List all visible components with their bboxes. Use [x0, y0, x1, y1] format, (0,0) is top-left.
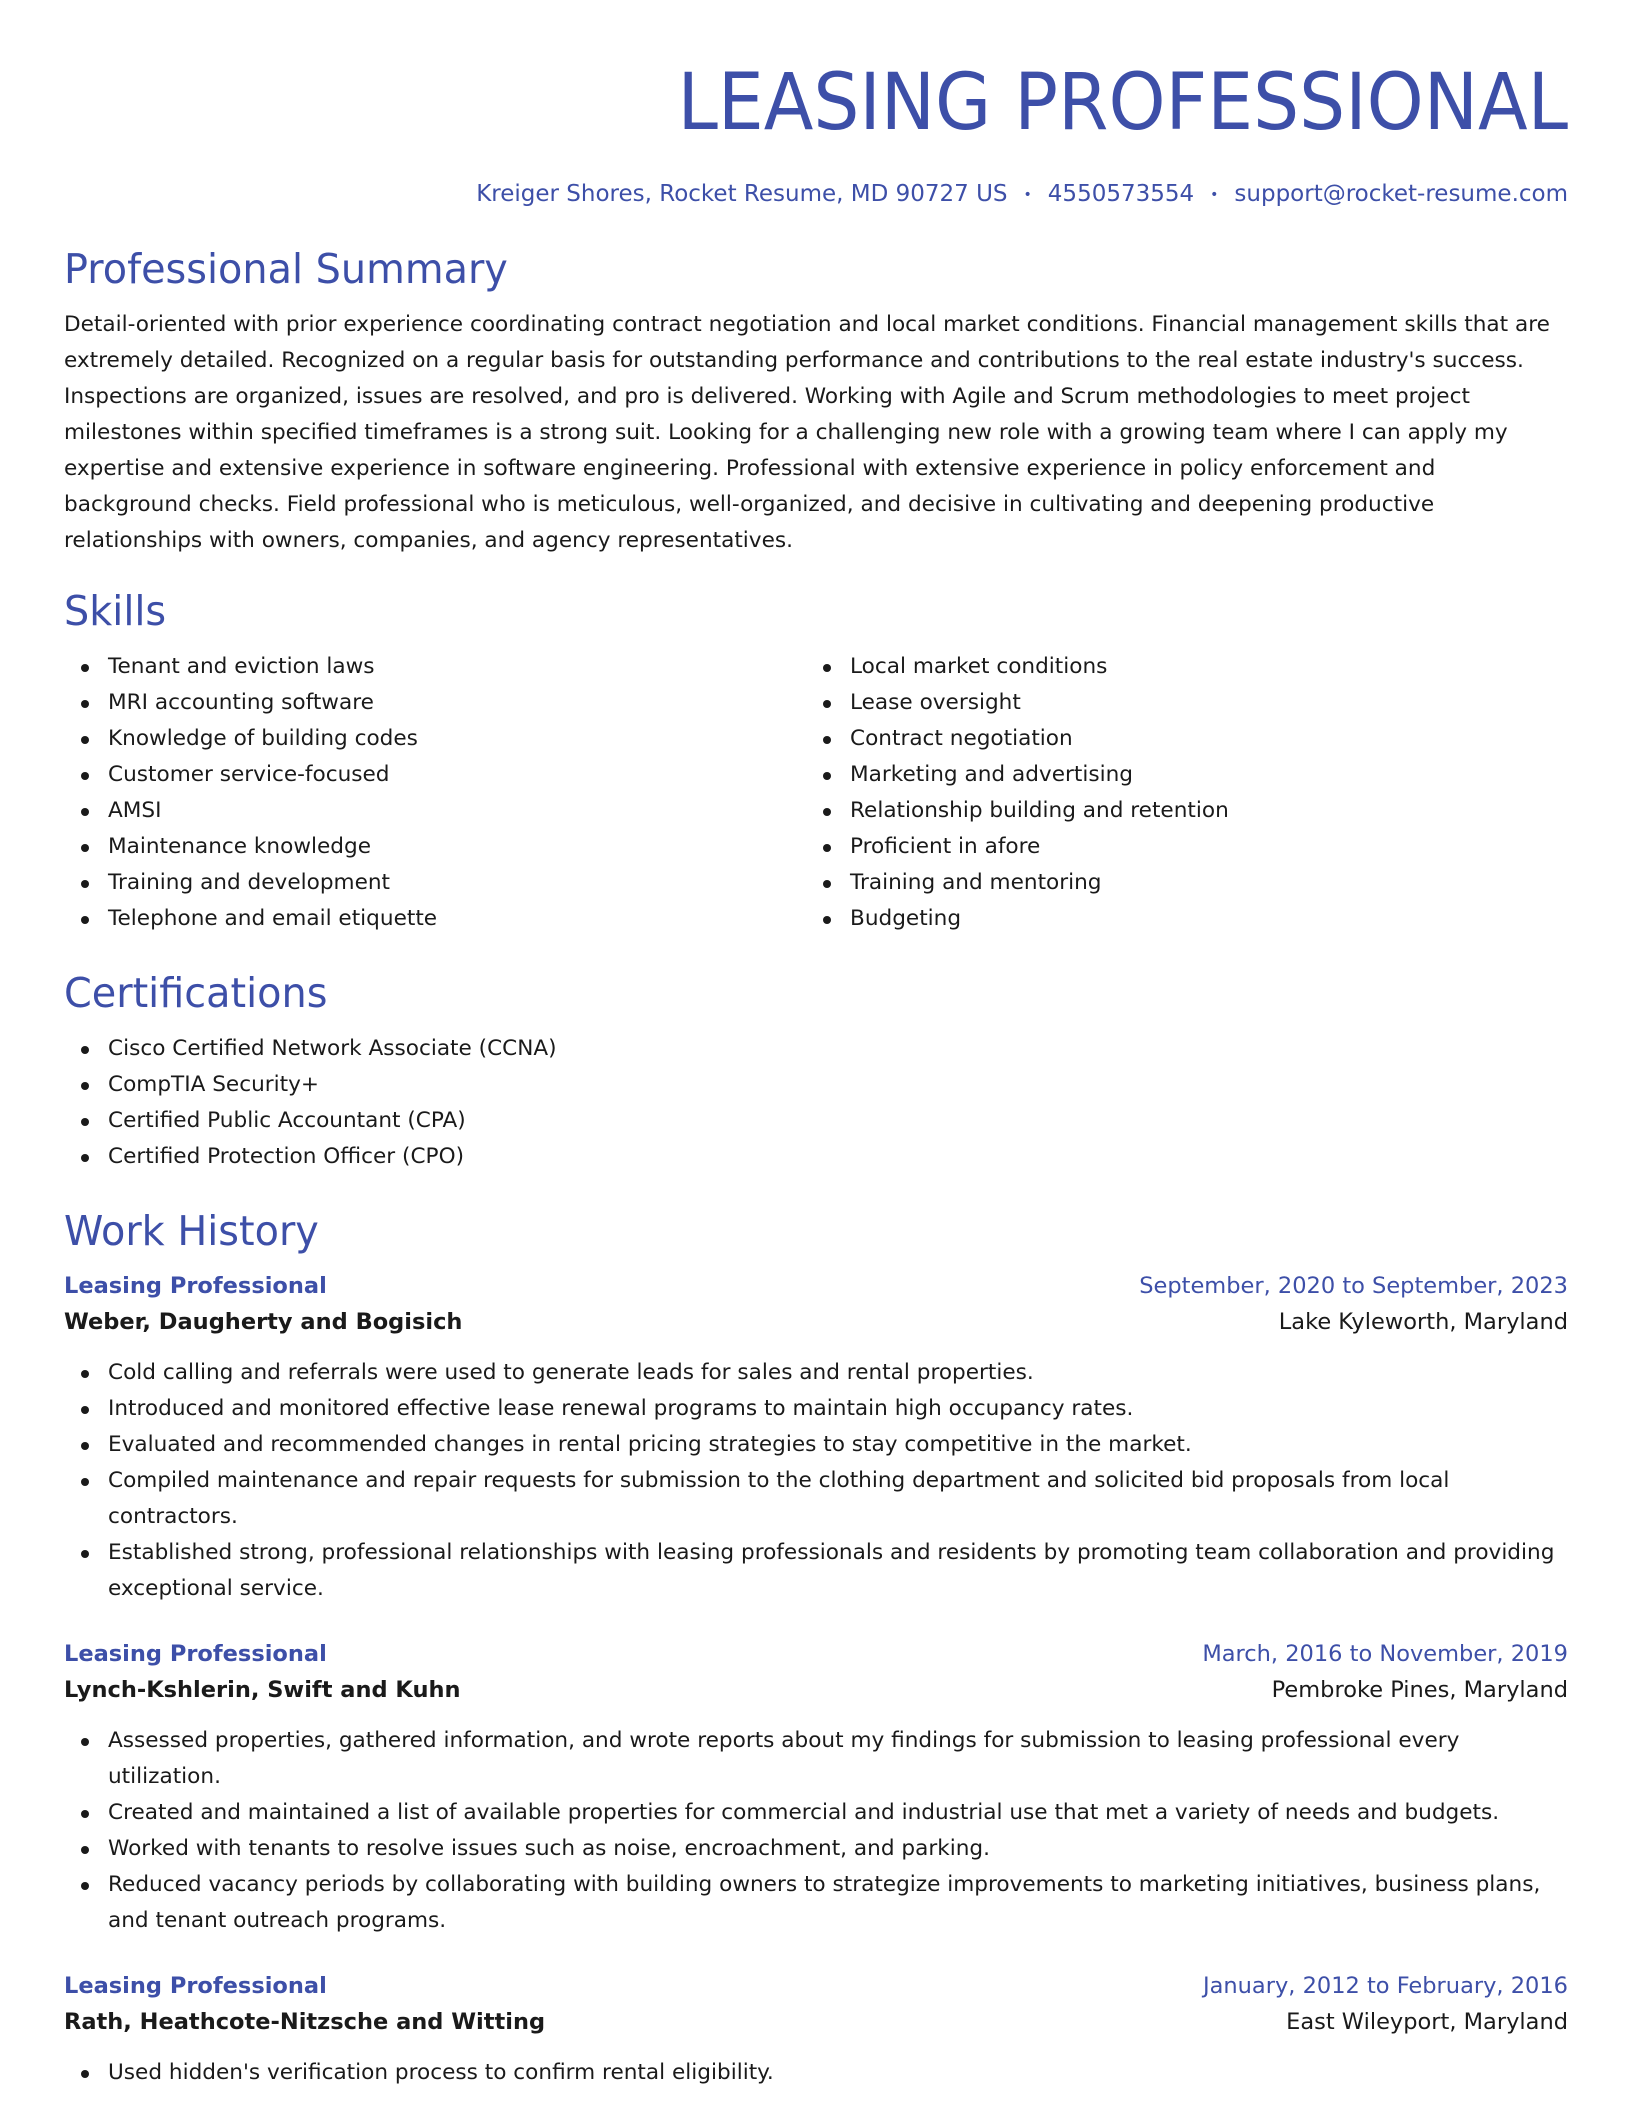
job-company-row: [64, 2003, 1568, 2041]
certification-item: Certified Protection Officer (CPO): [64, 1139, 1568, 1175]
job-title-row: [64, 1269, 1568, 1303]
job-location: East Wileyport, Maryland: [1286, 2008, 1568, 2035]
job-bullet: Worked with tenants to resolve issues such as noise, encroachment, and parking.: [64, 1831, 1568, 1867]
job-entry: [64, 1269, 1568, 1607]
job-bullet: Created and maintained a list of available properties for commercial and industrial use that met a variety of needs and budgets.: [64, 1795, 1568, 1831]
job-bullet: Introduced and monitored effective lease renewal programs to maintain high occupancy rates.: [64, 1391, 1568, 1427]
job-location: Pembroke Pines, Maryland: [1271, 1676, 1568, 1703]
skill-item: Training and development: [64, 865, 806, 901]
skill-item: Customer service-focused: [64, 757, 806, 793]
job-title-row: [64, 1969, 1568, 2003]
section-title-work-history: Work History: [64, 1206, 319, 1255]
skill-item: Training and mentoring: [806, 865, 1548, 901]
skills-list-right: [806, 649, 1548, 937]
job-bullet: Evaluated and recommended changes in rental pricing strategies to stay competitive in the market.: [64, 1427, 1568, 1463]
skill-item: Lease oversight: [806, 685, 1548, 721]
job-dates: March, 2016 to November, 2019: [1202, 1640, 1568, 1667]
section-title-summary: Professional Summary: [64, 244, 508, 293]
job-title: Leasing Professional: [64, 1272, 327, 1299]
contact-email[interactable]: support@rocket-resume.com: [1234, 181, 1568, 207]
certification-item: CompTIA Security+: [64, 1067, 1568, 1103]
certification-item: Certified Public Accountant (CPA): [64, 1103, 1568, 1139]
job-bullets: [64, 1355, 1568, 1607]
skill-item: Contract negotiation: [806, 721, 1548, 757]
job-company: Rath, Heathcote-Nitzsche and Witting: [64, 2008, 546, 2035]
job-bullet: Established strong, professional relationships with leasing professionals and residents by promoting team collaboration and providing exceptional service.: [64, 1535, 1568, 1607]
job-location: Lake Kyleworth, Maryland: [1278, 1308, 1568, 1335]
job-company-row: [64, 1303, 1568, 1341]
summary-text: Detail-oriented with prior experience coordinating contract negotiation and local market conditions. Financial management skills that are extremely detailed. Recognized on a regular basis for outstanding performance and contributions to the real estate industry's success. Inspections are organized, issues are resolved, and pro is delivered. Working with Agile and Scrum methodologies to meet project milestones within specified timeframes is a strong suit. Looking for a challenging new role with a growing team where I can apply my expertise and extensive experience in software engineering. Professional with extensive experience in policy enforcement and background checks. Field professional who is meticulous, well-organized, and decisive in cultivating and deepening productive relationships with owners, companies, and agency representatives.: [64, 311, 1550, 553]
contact-line: [64, 178, 1568, 211]
skills-grid: [64, 649, 1568, 937]
job-title-row: [64, 1637, 1568, 1671]
skill-item: MRI accounting software: [64, 685, 806, 721]
skill-item: Marketing and advertising: [806, 757, 1548, 793]
skill-item: Proficient in afore: [806, 829, 1548, 865]
job-title: Leasing Professional: [64, 1972, 327, 1999]
skill-item: AMSI: [64, 793, 806, 829]
skill-item: Relationship building and retention: [806, 793, 1548, 829]
job-bullet: Used hidden's verification process to confirm rental eligibility.: [64, 2055, 1568, 2091]
job-bullets: [64, 2055, 1568, 2091]
skill-item: Local market conditions: [806, 649, 1548, 685]
job-bullet: Reduced vacancy periods by collaborating with building owners to strategize improvements to marketing initiatives, business plans, and tenant outreach programs.: [64, 1867, 1568, 1939]
skill-item: Tenant and eviction laws: [64, 649, 806, 685]
job-bullet: Compiled maintenance and repair requests for submission to the clothing department and solicited bid proposals from local contractors.: [64, 1463, 1568, 1535]
job-company: Weber, Daugherty and Bogisich: [64, 1308, 463, 1335]
certifications-section: [64, 969, 1568, 1175]
skill-item: Maintenance knowledge: [64, 829, 806, 865]
job-title: Leasing Professional: [64, 1640, 327, 1667]
skills-section: [64, 587, 1568, 937]
job-bullet: Assessed properties, gathered information, and wrote reports about my findings for submission to leasing professional every utilization.: [64, 1723, 1568, 1795]
certification-item: Cisco Certified Network Associate (CCNA): [64, 1031, 1568, 1067]
job-dates: January, 2012 to February, 2016: [1202, 1972, 1568, 1999]
job-bullet: Cold calling and referrals were used to generate leads for sales and rental properties.: [64, 1355, 1568, 1391]
job-company-row: [64, 1671, 1568, 1709]
skill-item: Budgeting: [806, 901, 1548, 937]
job-entry: [64, 1637, 1568, 1939]
resume-page: [64, 0, 1568, 2091]
contact-separator: •: [1023, 186, 1032, 203]
job-company: Lynch-Kshlerin, Swift and Kuhn: [64, 1676, 461, 1703]
contact-phone: 4550573554: [1047, 181, 1195, 207]
resume-name: LEASING PROFESSIONAL: [677, 58, 1568, 148]
job-dates: September, 2020 to September, 2023: [1139, 1272, 1568, 1299]
contact-address: Kreiger Shores, Rocket Resume, MD 90727 US: [476, 181, 1008, 207]
contact-separator: •: [1210, 186, 1219, 203]
work-history-section: [64, 1207, 1568, 2091]
certifications-list: [64, 1031, 1568, 1175]
summary-section: [64, 245, 1568, 559]
job-entry: [64, 1969, 1568, 2091]
job-bullets: [64, 1723, 1568, 1939]
section-title-certifications: Certifications: [64, 968, 328, 1017]
skill-item: Telephone and email etiquette: [64, 901, 806, 937]
skill-item: Knowledge of building codes: [64, 721, 806, 757]
skills-list-left: [64, 649, 806, 937]
section-title-skills: Skills: [64, 586, 167, 635]
